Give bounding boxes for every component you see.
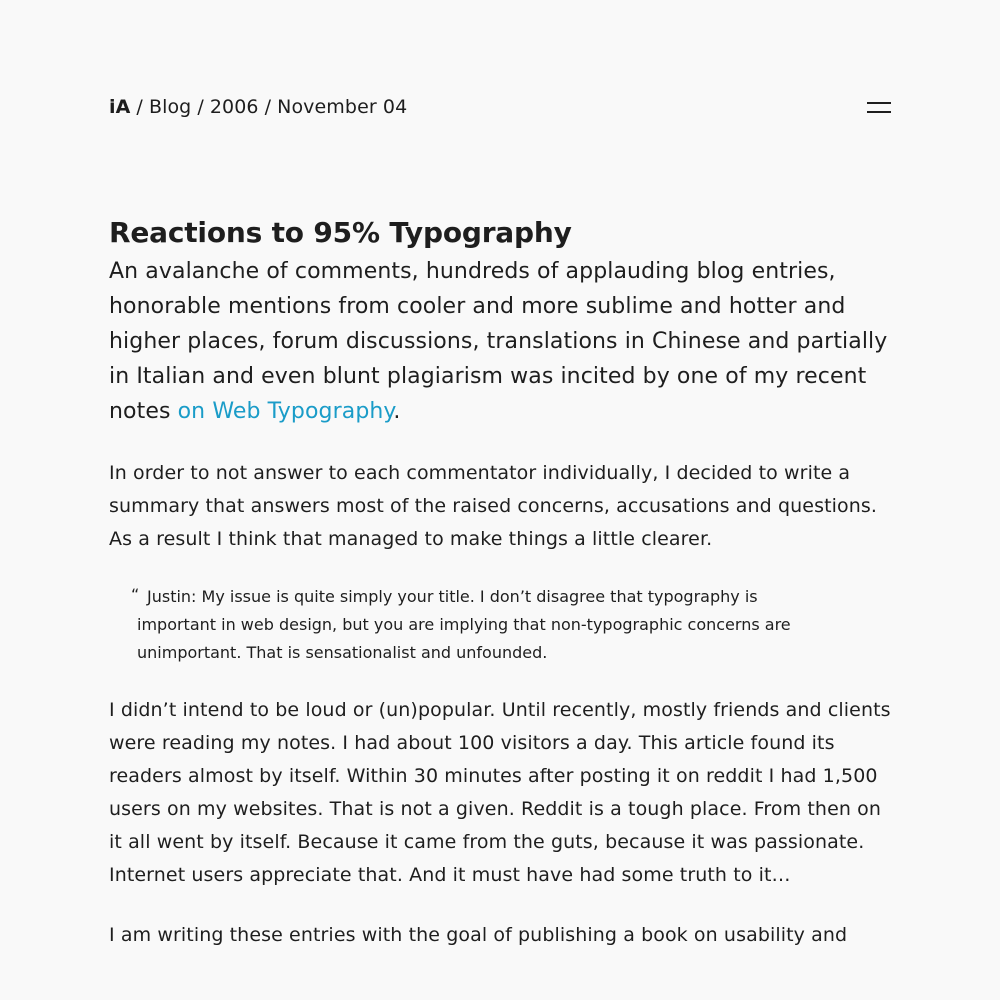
breadcrumb-date-link[interactable]: November 04 <box>277 96 408 118</box>
breadcrumb-separator: / <box>264 96 272 118</box>
comment-quote <box>131 583 837 667</box>
article <box>109 212 899 952</box>
breadcrumb-separator: / <box>136 96 143 118</box>
article-paragraph: In order to not answer to each commentator individually, I decided to write a summary that answers most of the raised concerns, accusations and questions. As a result I think that managed to make things a little clearer. <box>109 462 878 550</box>
breadcrumb-year-link[interactable]: 2006 <box>209 96 259 118</box>
menu-line <box>867 102 891 104</box>
site-header <box>109 94 891 122</box>
breadcrumb-blog-link[interactable]: Blog <box>148 96 192 118</box>
quote-text: Justin: My issue is quite simply your title. I don’t disagree that typography is important in web design, but you are implying that non-typographic concerns are unimportant. That is sensationalist and unfounded. <box>137 587 791 662</box>
article-title: Reactions to 95% Typography <box>109 216 572 249</box>
lead-text-end: . <box>393 399 401 424</box>
lead-text: An avalanche of comments, hundreds of applauding blog entries, honorable mentions from cooler and more sublime and hotter and higher places, forum discussions, translations in Chinese and partially in Italian and even blunt plagiarism was incited by one of my recent notes <box>109 259 888 424</box>
article-paragraph: I am writing these entries with the goal of publishing a book on usability and <box>109 924 848 946</box>
hamburger-menu-icon[interactable] <box>867 98 891 118</box>
breadcrumb <box>109 94 891 120</box>
breadcrumb-separator: / <box>197 96 204 118</box>
article-lead <box>109 254 899 429</box>
article-paragraph: I didn’t intend to be loud or (un)popular. Until recently, mostly friends and clients were reading my notes. I had about 100 visitors a day. This article found its readers almost by itself. Within 30 minutes after posting it on reddit I had 1,500 users on my websites. That is not a given. Reddit is a tough place. From then on it all went by itself. Because it came from the guts, because it was passionate. Internet users appreciate that. And it must have had some truth to it… <box>109 699 891 886</box>
quote-mark-icon: “ <box>131 585 140 604</box>
menu-line <box>867 111 891 113</box>
web-typography-link[interactable]: on Web Typography <box>177 399 394 424</box>
breadcrumb-home-link[interactable]: iA <box>109 96 131 118</box>
